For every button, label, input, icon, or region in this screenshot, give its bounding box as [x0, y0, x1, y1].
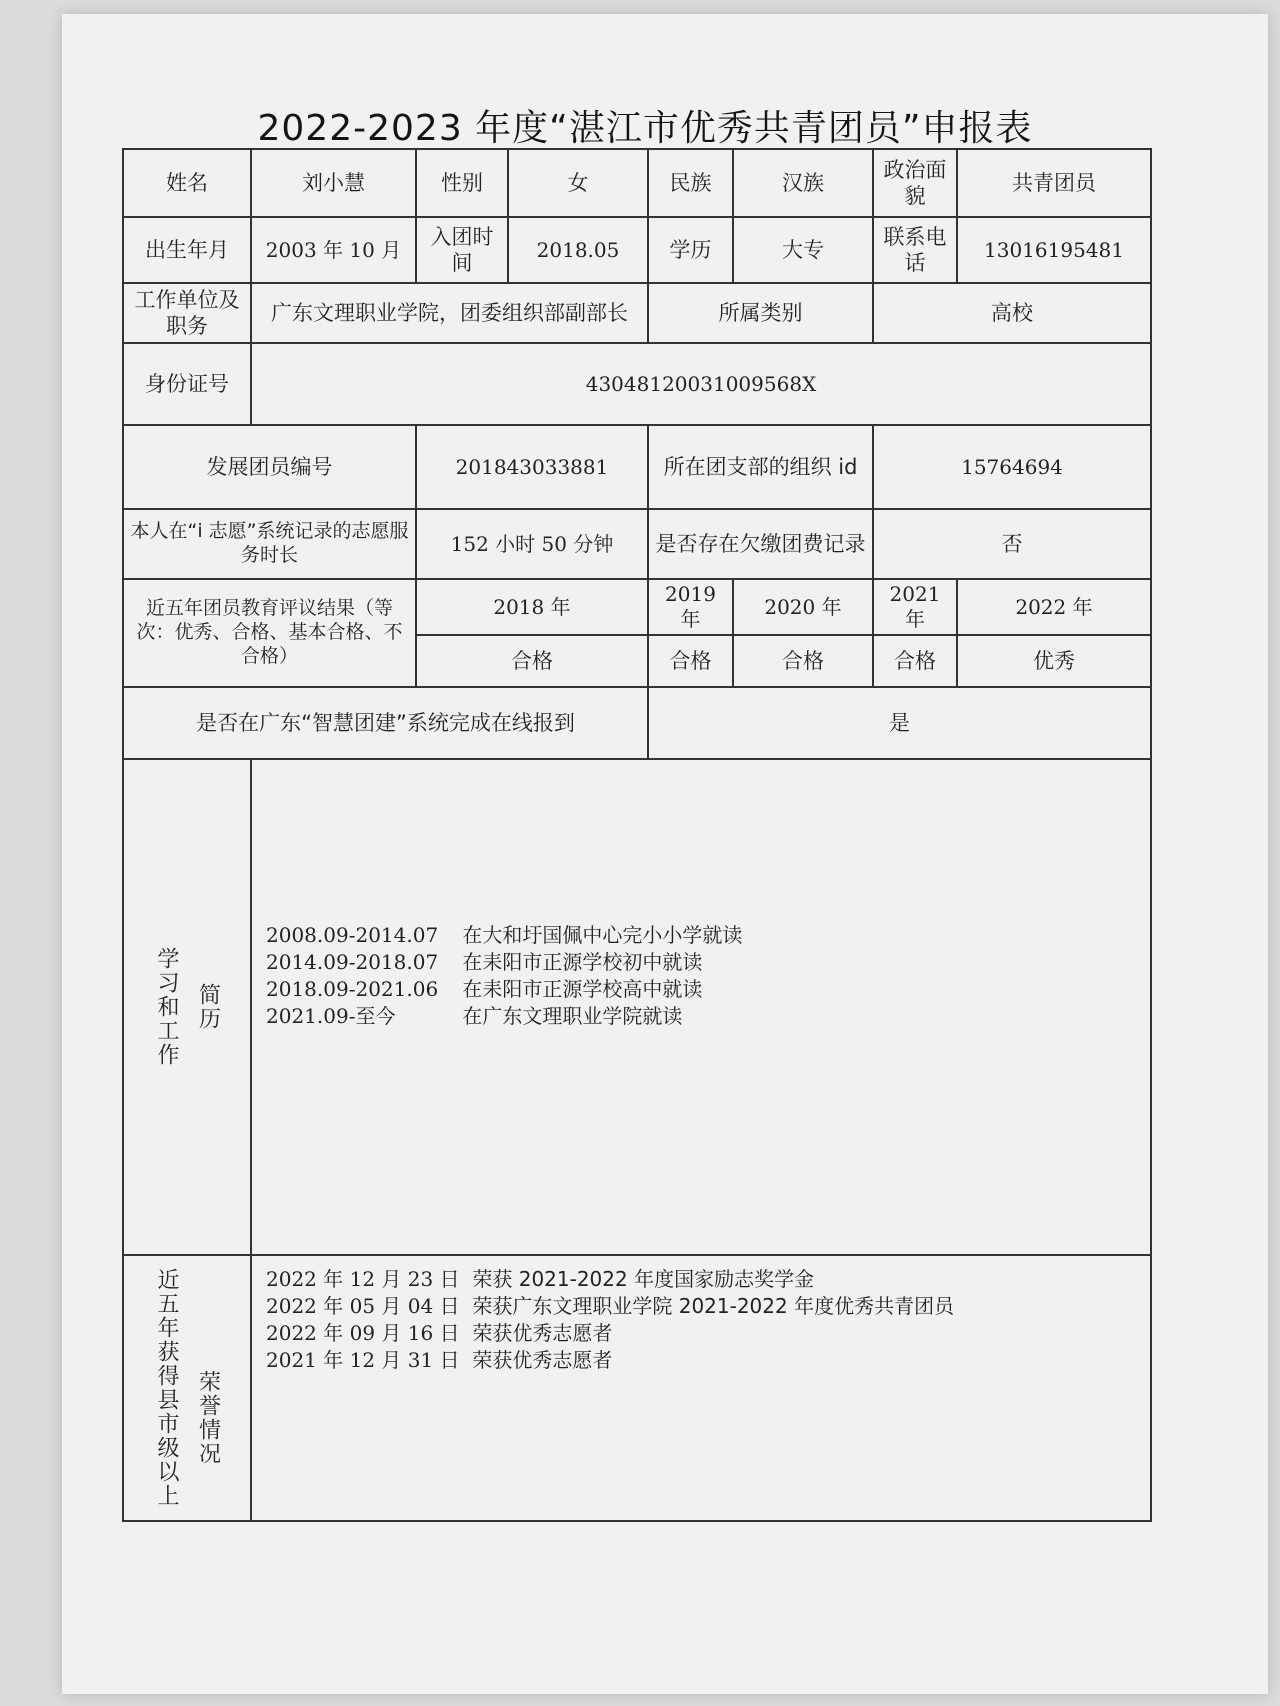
label-honors [123, 1255, 251, 1521]
label-ethnicity: 民族 [648, 149, 733, 217]
resume-period: 2008.09-2014.07 [266, 923, 439, 947]
resume-period: 2014.09-2018.07 [266, 950, 439, 974]
value-arrears: 否 [873, 509, 1151, 579]
label-education: 学历 [648, 217, 733, 283]
evaluation-year-4: 2021 年 [873, 579, 957, 635]
honor-entry [266, 1347, 1146, 1374]
value-name: 刘小慧 [251, 149, 416, 217]
value-member-number: 201843033881 [416, 425, 648, 509]
evaluation-result-1: 合格 [416, 635, 648, 687]
row-id-number [123, 343, 1151, 425]
value-volunteer-hours: 152 小时 50 分钟 [416, 509, 648, 579]
evaluation-result-4: 合格 [873, 635, 957, 687]
application-form-table [122, 148, 1152, 1522]
honor-date: 2022 年 09 月 16 日 [266, 1321, 460, 1345]
evaluation-result-3: 合格 [733, 635, 873, 687]
evaluation-year-3: 2020 年 [733, 579, 873, 635]
honor-desc: 荣获优秀志愿者 [472, 1348, 613, 1372]
evaluation-year-5: 2022 年 [957, 579, 1151, 635]
resume-entry [266, 922, 1146, 949]
value-gender: 女 [508, 149, 648, 217]
value-political-status: 共青团员 [957, 149, 1151, 217]
resume-content [251, 759, 1151, 1255]
honor-desc: 荣获优秀志愿者 [472, 1321, 613, 1345]
honor-desc: 荣获 2021-2022 年度国家励志奖学金 [472, 1267, 815, 1291]
label-name: 姓名 [123, 149, 251, 217]
label-work-unit: 工作单位及职务 [123, 283, 251, 343]
resume-desc: 在耒阳市正源学校初中就读 [462, 950, 703, 974]
honor-date: 2021 年 12 月 31 日 [266, 1348, 460, 1372]
row-member-number [123, 425, 1151, 509]
label-birth: 出生年月 [123, 217, 251, 283]
value-phone: 13016195481 [957, 217, 1151, 283]
label-resume [123, 759, 251, 1255]
resume-desc: 在大和圩国佩中心完小小学就读 [462, 923, 743, 947]
value-education: 大专 [733, 217, 873, 283]
form-title: 2022-2023 年度“湛江市优秀共青团员”申报表 [257, 108, 1033, 149]
honors-content [251, 1255, 1151, 1521]
row-online-report [123, 687, 1151, 759]
value-work-unit: 广东文理职业学院，团委组织部副部长 [251, 283, 648, 343]
value-ethnicity: 汉族 [733, 149, 873, 217]
label-resume-part-a: 学习和工作 [154, 947, 179, 1067]
row-basic-info [123, 149, 1151, 217]
label-honors-part-b: 荣誉情况 [195, 1370, 221, 1466]
row-evaluation-years [123, 579, 1151, 635]
honor-entry [266, 1320, 1146, 1347]
resume-period: 2018.09-2021.06 [266, 977, 439, 1001]
label-political-status: 政治面貌 [873, 149, 957, 217]
label-evaluation: 近五年团员教育评议结果（等次：优秀、合格、基本合格、不合格） [123, 579, 416, 687]
row-volunteer [123, 509, 1151, 579]
resume-entry [266, 1003, 1146, 1030]
value-category: 高校 [873, 283, 1151, 343]
resume-entry [266, 976, 1146, 1003]
honor-entry [266, 1293, 1146, 1320]
row-resume [123, 759, 1151, 1255]
resume-entry [266, 949, 1146, 976]
label-phone: 联系电话 [873, 217, 957, 283]
honor-desc: 荣获广东文理职业学院 2021-2022 年度优秀共青团员 [472, 1294, 955, 1318]
label-id-number: 身份证号 [123, 343, 251, 425]
label-honors-part-a: 近五年获得县市级以上 [154, 1268, 179, 1508]
resume-desc: 在耒阳市正源学校高中就读 [462, 977, 703, 1001]
honor-date: 2022 年 05 月 04 日 [266, 1294, 460, 1318]
evaluation-year-2: 2019 年 [648, 579, 733, 635]
evaluation-year-1: 2018 年 [416, 579, 648, 635]
resume-period: 2021.09-至今 [266, 1004, 396, 1028]
label-volunteer-hours: 本人在“i 志愿”系统记录的志愿服务时长 [123, 509, 416, 579]
label-join-date: 入团时间 [416, 217, 508, 283]
value-join-date: 2018.05 [508, 217, 648, 283]
label-resume-part-b: 简历 [195, 983, 221, 1031]
row-honors [123, 1255, 1151, 1521]
label-branch-id: 所在团支部的组织 id [648, 425, 873, 509]
row-dates-contact [123, 217, 1151, 283]
value-birth: 2003 年 10 月 [251, 217, 416, 283]
label-member-number: 发展团员编号 [123, 425, 416, 509]
honor-entry [266, 1266, 1146, 1293]
evaluation-result-5: 优秀 [957, 635, 1151, 687]
label-gender: 性别 [416, 149, 508, 217]
label-category: 所属类别 [648, 283, 873, 343]
row-work-unit [123, 283, 1151, 343]
label-arrears: 是否存在欠缴团费记录 [648, 509, 873, 579]
honor-date: 2022 年 12 月 23 日 [266, 1267, 460, 1291]
resume-desc: 在广东文理职业学院就读 [462, 1004, 683, 1028]
label-online-report: 是否在广东“智慧团建”系统完成在线报到 [123, 687, 648, 759]
value-id-number: 43048120031009568X [251, 343, 1151, 425]
value-branch-id: 15764694 [873, 425, 1151, 509]
evaluation-result-2: 合格 [648, 635, 733, 687]
value-online-report: 是 [648, 687, 1151, 759]
